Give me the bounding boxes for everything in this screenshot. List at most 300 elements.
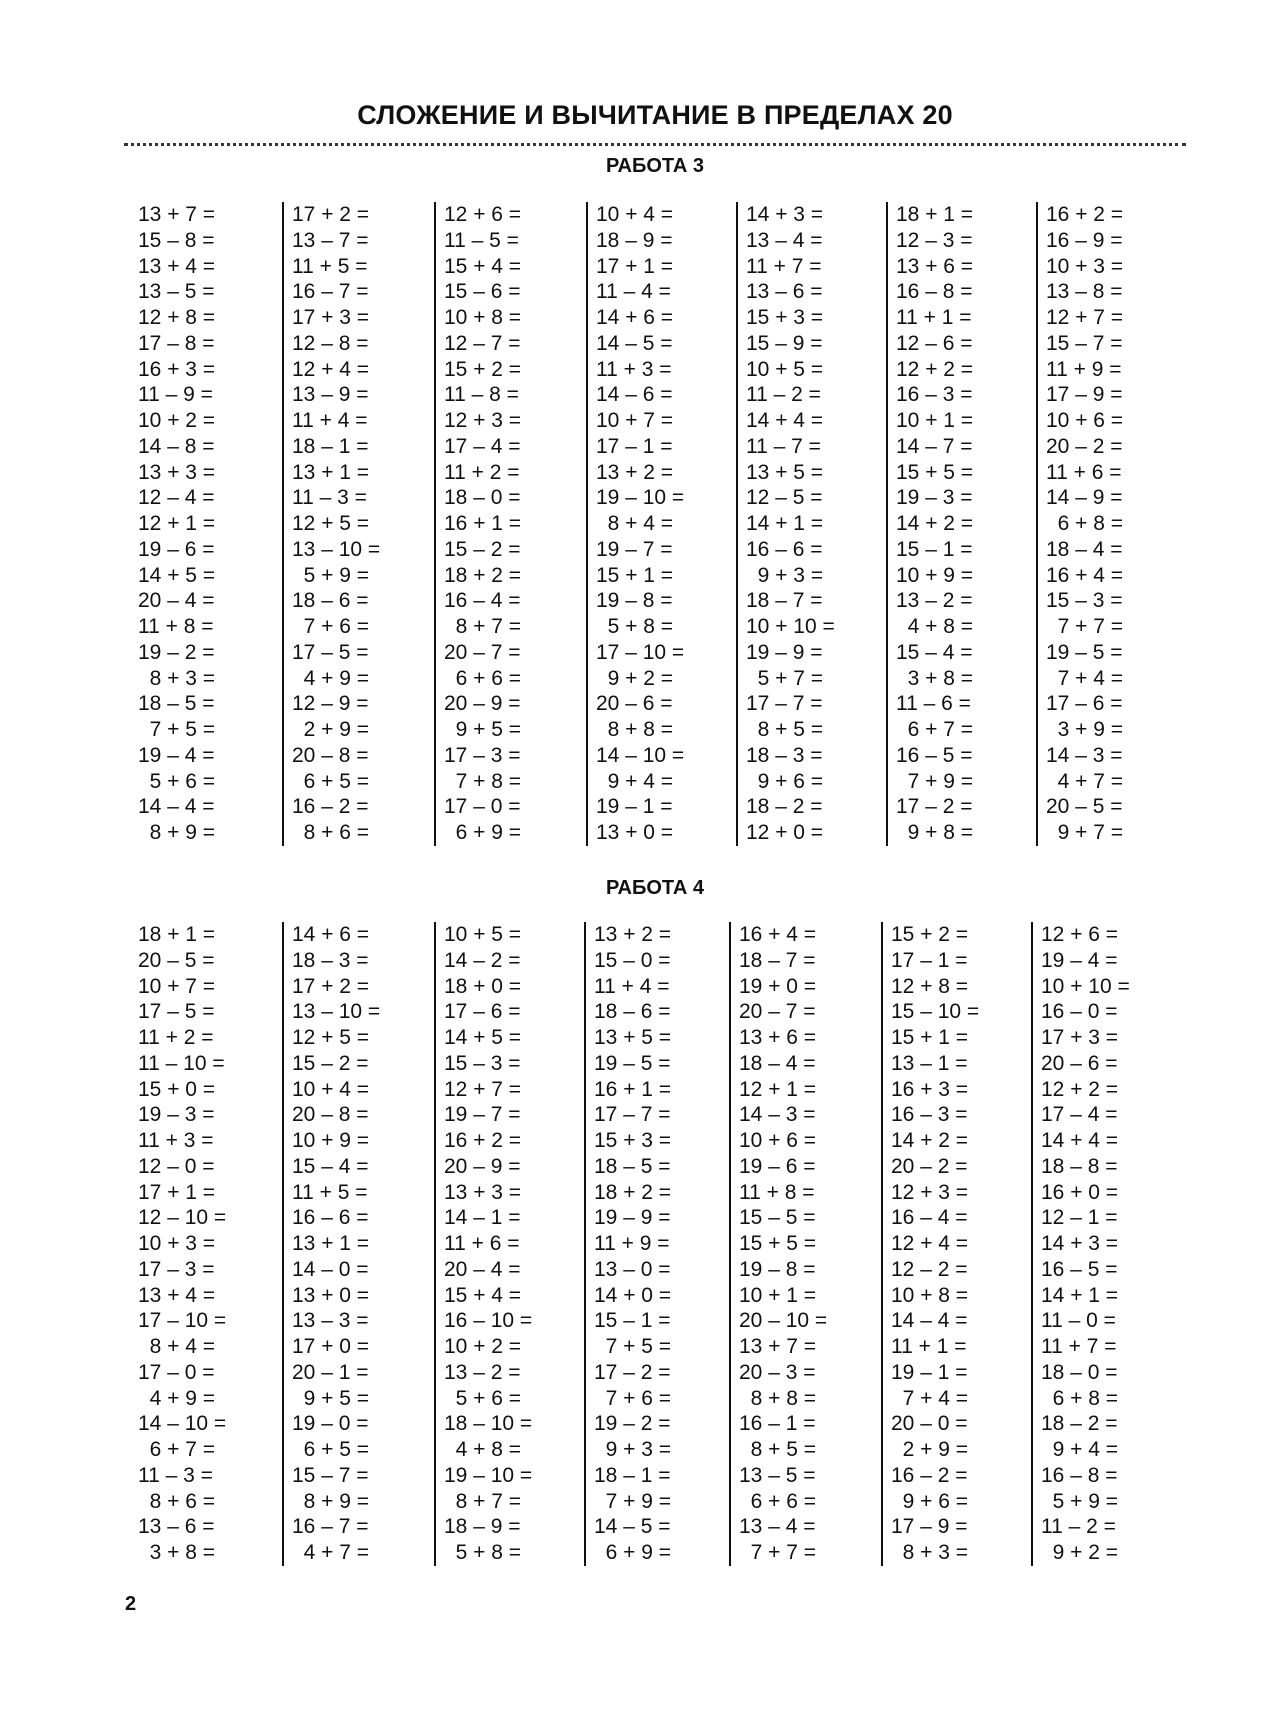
exercise-grid-rabota-3 xyxy=(130,202,1170,846)
exercise: 16 – 9 = xyxy=(1046,228,1123,252)
exercise: 20 – 3 = xyxy=(739,1360,816,1384)
exercise: 12 + 7 = xyxy=(444,1077,522,1101)
exercise: 15 – 9 = xyxy=(746,331,823,355)
exercise: 12 – 0 = xyxy=(138,1154,215,1178)
exercise: 18 – 9 = xyxy=(596,228,673,252)
exercise: 14 – 3 = xyxy=(1046,743,1123,767)
exercise: 7 + 6 = xyxy=(292,615,370,638)
exercise: 20 – 8 = xyxy=(292,743,369,767)
exercise: 17 – 8 = xyxy=(138,331,215,355)
exercise: 15 – 4 = xyxy=(896,640,973,664)
exercise: 12 – 5 = xyxy=(746,486,823,510)
exercise: 10 + 8 = xyxy=(891,1283,969,1307)
exercise: 14 – 2 = xyxy=(444,948,521,972)
exercise: 16 – 6 = xyxy=(746,537,823,561)
exercise: 15 + 1 = xyxy=(596,563,674,587)
exercise: 12 – 2 = xyxy=(891,1257,968,1281)
exercise: 18 – 5 = xyxy=(138,692,215,716)
exercise: 20 – 6 = xyxy=(596,692,673,716)
exercise: 14 – 9 = xyxy=(1046,486,1123,510)
exercise: 13 – 5 = xyxy=(138,280,215,304)
exercise: 10 + 1 = xyxy=(896,409,974,432)
exercise: 17 + 1 = xyxy=(138,1180,216,1204)
exercise: 18 – 1 = xyxy=(292,434,369,458)
exercise: 16 – 3 = xyxy=(896,383,973,407)
exercise: 19 – 3 = xyxy=(138,1103,215,1127)
exercise: 17 – 4 = xyxy=(1041,1103,1118,1127)
exercise: 13 – 10 = xyxy=(292,537,381,561)
exercise: 8 + 9 = xyxy=(138,821,216,844)
exercise: 14 + 2 = xyxy=(896,512,974,535)
exercise: 19 – 10 = xyxy=(444,1463,533,1487)
exercise: 7 + 6 = xyxy=(594,1386,672,1410)
exercise: 8 + 3 = xyxy=(891,1541,969,1564)
exercise: 11 + 1 = xyxy=(896,306,972,329)
exercise: 19 – 5 = xyxy=(1046,640,1123,664)
exercise: 6 + 7 = xyxy=(138,1438,216,1461)
exercise: 11 + 4 = xyxy=(594,974,670,998)
exercise: 10 + 10 = xyxy=(746,615,835,638)
exercise: 14 + 4 = xyxy=(746,409,824,432)
exercise: 18 – 6 = xyxy=(292,589,369,613)
exercise: 17 + 3 = xyxy=(292,306,370,329)
exercise: 14 + 3 = xyxy=(746,203,824,226)
exercise: 14 – 10 = xyxy=(596,743,685,767)
exercise: 19 – 7 = xyxy=(444,1103,521,1127)
exercise: 16 – 8 = xyxy=(1041,1463,1118,1487)
exercise: 13 + 7 = xyxy=(138,203,216,226)
exercise-column xyxy=(130,922,282,1566)
exercise: 13 + 1 = xyxy=(292,1232,370,1255)
exercise: 12 + 1 = xyxy=(739,1077,817,1101)
exercise: 5 + 9 = xyxy=(292,563,370,587)
exercise: 6 + 5 = xyxy=(292,769,370,793)
exercise: 12 + 0 = xyxy=(746,821,824,844)
exercise: 12 + 8 = xyxy=(138,306,216,329)
exercise: 8 + 6 = xyxy=(292,821,370,844)
exercise: 18 – 4 = xyxy=(739,1051,816,1075)
exercise: 14 + 0 = xyxy=(594,1283,672,1307)
exercise: 2 + 9 = xyxy=(292,718,370,741)
page-number: 2 xyxy=(125,1593,137,1615)
exercise: 16 – 6 = xyxy=(292,1206,369,1230)
exercise: 5 + 9 = xyxy=(1041,1489,1119,1513)
exercise: 16 + 1 = xyxy=(594,1077,672,1101)
exercise: 11 + 3 = xyxy=(596,357,672,381)
exercise: 15 – 3 = xyxy=(444,1051,521,1075)
exercise: 13 + 4 = xyxy=(138,1283,216,1307)
exercise: 15 – 3 = xyxy=(1046,589,1123,613)
exercise: 13 + 5 = xyxy=(594,1026,672,1049)
exercise: 12 – 6 = xyxy=(896,331,973,355)
exercise: 16 – 5 = xyxy=(896,743,973,767)
exercise: 13 – 2 = xyxy=(896,589,973,613)
exercise: 5 + 8 = xyxy=(444,1541,522,1564)
exercise: 17 – 3 = xyxy=(444,743,521,767)
exercise: 13 – 6 = xyxy=(746,280,823,304)
exercise: 3 + 8 = xyxy=(896,666,974,690)
exercise: 16 – 8 = xyxy=(896,280,973,304)
exercise-grid-rabota-4 xyxy=(130,922,1170,1566)
exercise: 12 + 4 = xyxy=(292,357,370,381)
exercise: 9 + 2 = xyxy=(596,666,674,690)
exercise: 12 + 6 = xyxy=(444,203,522,226)
exercise: 17 – 4 = xyxy=(444,434,521,458)
exercise: 13 + 1 = xyxy=(292,460,370,484)
exercise: 9 + 6 = xyxy=(891,1489,969,1513)
exercise: 11 – 0 = xyxy=(1041,1309,1116,1333)
exercise: 16 – 10 = xyxy=(444,1309,533,1333)
exercise: 12 + 5 = xyxy=(292,1026,370,1049)
exercise: 16 + 3 = xyxy=(891,1077,969,1101)
exercise: 6 + 8 = xyxy=(1041,1386,1119,1410)
exercise: 10 + 5 = xyxy=(746,357,824,381)
exercise: 13 – 4 = xyxy=(746,228,823,252)
exercise: 11 – 3 = xyxy=(138,1463,213,1487)
exercise: 17 – 1 = xyxy=(891,948,968,972)
exercise: 16 + 4 = xyxy=(739,923,817,946)
exercise: 13 + 0 = xyxy=(292,1283,370,1307)
exercise-column xyxy=(736,202,886,846)
exercise-column xyxy=(130,202,282,846)
exercise: 13 – 1 = xyxy=(891,1051,968,1075)
exercise: 15 – 2 = xyxy=(444,537,521,561)
exercise: 13 + 2 = xyxy=(594,923,672,946)
exercise: 16 – 2 = xyxy=(292,795,369,819)
exercise: 11 + 8 = xyxy=(739,1180,815,1204)
exercise: 17 – 7 = xyxy=(594,1103,671,1127)
exercise: 16 – 7 = xyxy=(292,280,369,304)
exercise: 12 + 8 = xyxy=(891,974,969,998)
exercise: 6 + 9 = xyxy=(444,821,522,844)
exercise: 4 + 7 = xyxy=(1046,769,1124,793)
exercise: 12 – 8 = xyxy=(292,331,369,355)
exercise: 18 + 1 = xyxy=(896,203,974,226)
exercise: 11 + 1 = xyxy=(891,1335,967,1358)
exercise: 19 – 9 = xyxy=(746,640,823,664)
exercise: 15 + 3 = xyxy=(746,306,824,329)
exercise: 15 + 1 = xyxy=(891,1026,969,1049)
dotted-divider xyxy=(124,143,1186,146)
exercise: 14 + 5 = xyxy=(444,1026,522,1049)
exercise: 17 – 2 = xyxy=(896,795,973,819)
exercise-column xyxy=(1031,922,1170,1566)
exercise: 13 – 6 = xyxy=(138,1515,215,1539)
exercise: 15 – 10 = xyxy=(891,1000,980,1024)
exercise: 19 – 3 = xyxy=(896,486,973,510)
exercise: 4 + 8 = xyxy=(444,1438,522,1461)
exercise: 18 – 4 = xyxy=(1046,537,1123,561)
exercise: 8 + 4 = xyxy=(138,1335,216,1358)
exercise: 13 + 3 = xyxy=(138,460,216,484)
exercise: 19 – 9 = xyxy=(594,1206,671,1230)
exercise: 6 + 6 = xyxy=(739,1489,817,1513)
exercise: 13 + 2 = xyxy=(596,460,674,484)
exercise: 7 + 7 = xyxy=(1046,615,1124,638)
exercise: 15 + 5 = xyxy=(739,1232,817,1255)
exercise: 11 – 2 = xyxy=(746,383,821,407)
exercise: 15 – 4 = xyxy=(292,1154,369,1178)
exercise: 18 – 0 = xyxy=(444,486,521,510)
exercise: 19 – 1 = xyxy=(891,1360,968,1384)
exercise: 10 + 5 = xyxy=(444,923,522,946)
exercise: 18 – 6 = xyxy=(594,1000,671,1024)
exercise-column xyxy=(1036,202,1170,846)
exercise: 8 + 8 = xyxy=(596,718,674,741)
exercise: 19 – 6 = xyxy=(739,1154,816,1178)
exercise: 7 + 4 = xyxy=(891,1386,969,1410)
exercise: 7 + 9 = xyxy=(896,769,974,793)
exercise: 8 + 5 = xyxy=(746,718,824,741)
exercise: 12 – 3 = xyxy=(896,228,973,252)
exercise: 6 + 7 = xyxy=(896,718,974,741)
exercise: 17 – 0 = xyxy=(444,795,521,819)
exercise: 11 – 10 = xyxy=(138,1051,225,1075)
exercise: 10 + 4 = xyxy=(292,1077,370,1101)
exercise: 19 – 2 = xyxy=(138,640,215,664)
exercise: 12 – 4 = xyxy=(138,486,215,510)
exercise: 16 – 1 = xyxy=(739,1412,816,1436)
exercise: 12 + 2 = xyxy=(896,357,974,381)
exercise: 13 – 10 = xyxy=(292,1000,381,1024)
exercise: 14 + 6 = xyxy=(596,306,674,329)
exercise: 18 – 7 = xyxy=(746,589,823,613)
exercise: 15 – 2 = xyxy=(292,1051,369,1075)
exercise: 14 – 0 = xyxy=(292,1257,369,1281)
exercise: 20 – 5 = xyxy=(1046,795,1123,819)
exercise: 18 – 3 = xyxy=(746,743,823,767)
exercise: 15 – 5 = xyxy=(739,1206,816,1230)
exercise: 16 – 4 = xyxy=(444,589,521,613)
exercise: 9 + 3 = xyxy=(746,563,824,587)
exercise: 10 + 9 = xyxy=(896,563,974,587)
exercise: 18 – 10 = xyxy=(444,1412,533,1436)
exercise: 20 – 9 = xyxy=(444,1154,521,1178)
exercise: 19 – 4 = xyxy=(138,743,215,767)
exercise: 14 – 5 = xyxy=(596,331,673,355)
exercise: 15 + 3 = xyxy=(594,1129,672,1152)
exercise: 14 – 6 = xyxy=(596,383,673,407)
exercise: 11 + 5 = xyxy=(292,1180,368,1204)
exercise: 7 + 4 = xyxy=(1046,666,1124,690)
exercise: 17 + 0 = xyxy=(292,1335,370,1358)
exercise: 8 + 7 = xyxy=(444,615,522,638)
exercise: 15 + 0 = xyxy=(138,1077,216,1101)
exercise: 9 + 4 = xyxy=(596,769,674,793)
exercise: 8 + 4 = xyxy=(596,512,674,535)
exercise: 9 + 6 = xyxy=(746,769,824,793)
section-title-rabota-3: РАБОТА 3 xyxy=(605,155,705,177)
exercise: 19 – 6 = xyxy=(138,537,215,561)
exercise: 7 + 7 = xyxy=(739,1541,817,1564)
exercise: 9 + 3 = xyxy=(594,1438,672,1461)
exercise: 6 + 5 = xyxy=(292,1438,370,1461)
exercise: 14 + 1 = xyxy=(746,512,824,535)
exercise: 14 + 3 = xyxy=(1041,1232,1119,1255)
exercise: 8 + 8 = xyxy=(739,1386,817,1410)
exercise: 15 + 2 = xyxy=(891,923,969,946)
exercise: 18 – 8 = xyxy=(1041,1154,1118,1178)
exercise: 20 – 7 = xyxy=(444,640,521,664)
section-title-rabota-4: РАБОТА 4 xyxy=(605,877,705,899)
exercise: 9 + 8 = xyxy=(896,821,974,844)
exercise: 18 – 2 = xyxy=(1041,1412,1118,1436)
exercise: 13 + 6 = xyxy=(739,1026,817,1049)
exercise: 13 + 7 = xyxy=(739,1335,817,1358)
exercise: 17 – 5 = xyxy=(292,640,369,664)
exercise: 18 – 1 = xyxy=(594,1463,671,1487)
exercise: 19 – 8 = xyxy=(739,1257,816,1281)
exercise: 9 + 2 = xyxy=(1041,1541,1119,1564)
exercise: 19 + 0 = xyxy=(739,974,817,998)
exercise: 17 – 0 = xyxy=(138,1360,215,1384)
exercise: 18 + 2 = xyxy=(594,1180,672,1204)
exercise: 20 – 7 = xyxy=(739,1000,816,1024)
exercise: 12 + 5 = xyxy=(292,512,370,535)
exercise-column xyxy=(282,922,434,1566)
exercise-column xyxy=(886,202,1036,846)
exercise: 18 – 0 = xyxy=(1041,1360,1118,1384)
exercise: 9 + 7 = xyxy=(1046,821,1124,844)
exercise: 8 + 6 = xyxy=(138,1489,216,1513)
page-title: СЛОЖЕНИЕ И ВЫЧИТАНИЕ В ПРЕДЕЛАХ 20 xyxy=(357,100,953,130)
exercise: 18 + 2 = xyxy=(444,563,522,587)
exercise: 19 – 4 = xyxy=(1041,948,1118,972)
exercise: 17 – 9 = xyxy=(1046,383,1123,407)
exercise: 15 – 8 = xyxy=(138,228,215,252)
exercise: 18 + 0 = xyxy=(444,974,522,998)
exercise: 9 + 4 = xyxy=(1041,1438,1119,1461)
exercise: 17 – 3 = xyxy=(138,1257,215,1281)
exercise: 17 + 1 = xyxy=(596,254,674,278)
exercise: 15 + 5 = xyxy=(896,460,974,484)
exercise: 12 – 10 = xyxy=(138,1206,227,1230)
exercise: 11 + 2 = xyxy=(138,1026,214,1049)
exercise: 12 – 7 = xyxy=(444,331,521,355)
exercise: 20 – 10 = xyxy=(739,1309,828,1333)
exercise: 20 – 9 = xyxy=(444,692,521,716)
exercise: 10 + 2 = xyxy=(444,1335,522,1358)
exercise: 9 + 5 = xyxy=(444,718,522,741)
exercise: 3 + 9 = xyxy=(1046,718,1124,741)
exercise: 14 – 1 = xyxy=(444,1206,521,1230)
exercise: 15 – 1 = xyxy=(896,537,973,561)
exercise: 7 + 5 = xyxy=(594,1335,672,1358)
exercise: 13 + 0 = xyxy=(596,821,674,844)
exercise: 14 – 7 = xyxy=(896,434,973,458)
exercise: 20 – 2 = xyxy=(1046,434,1123,458)
exercise: 10 + 7 = xyxy=(138,974,216,998)
exercise: 5 + 6 = xyxy=(444,1386,522,1410)
exercise: 11 – 2 = xyxy=(1041,1515,1116,1539)
exercise: 11 – 6 = xyxy=(896,692,971,716)
exercise: 18 – 9 = xyxy=(444,1515,521,1539)
exercise: 14 + 5 = xyxy=(138,563,216,587)
exercise: 15 – 1 = xyxy=(594,1309,671,1333)
exercise: 17 – 10 = xyxy=(596,640,685,664)
exercise: 11 – 3 = xyxy=(292,486,367,510)
exercise: 17 – 1 = xyxy=(596,434,673,458)
exercise: 13 – 9 = xyxy=(292,383,369,407)
exercise: 13 – 7 = xyxy=(292,228,369,252)
exercise-column xyxy=(434,922,584,1566)
exercise: 10 + 2 = xyxy=(138,409,216,432)
exercise: 12 – 1 = xyxy=(1041,1206,1118,1230)
exercise: 18 – 3 = xyxy=(292,948,369,972)
exercise: 13 – 4 = xyxy=(739,1515,816,1539)
exercise: 7 + 9 = xyxy=(594,1489,672,1513)
exercise: 19 – 0 = xyxy=(292,1412,369,1436)
exercise: 14 – 5 = xyxy=(594,1515,671,1539)
exercise: 2 + 9 = xyxy=(891,1438,969,1461)
exercise: 11 – 5 = xyxy=(444,228,519,252)
exercise: 20 – 6 = xyxy=(1041,1051,1118,1075)
exercise: 11 – 8 = xyxy=(444,383,519,407)
exercise: 14 – 8 = xyxy=(138,434,215,458)
exercise: 4 + 8 = xyxy=(896,615,974,638)
exercise: 10 + 7 = xyxy=(596,409,674,432)
exercise: 13 – 8 = xyxy=(1046,280,1123,304)
exercise: 3 + 8 = xyxy=(138,1541,216,1564)
exercise: 20 – 5 = xyxy=(138,948,215,972)
exercise: 17 + 2 = xyxy=(292,203,370,226)
exercise: 16 – 7 = xyxy=(292,1515,369,1539)
exercise: 11 + 6 = xyxy=(1046,460,1122,484)
exercise: 14 + 6 = xyxy=(292,923,370,946)
exercise: 18 – 7 = xyxy=(739,948,816,972)
exercise: 10 + 1 = xyxy=(739,1283,817,1307)
exercise: 19 – 2 = xyxy=(594,1412,671,1436)
exercise: 14 – 3 = xyxy=(739,1103,816,1127)
exercise-column xyxy=(586,202,736,846)
exercise: 20 – 1 = xyxy=(292,1360,369,1384)
exercise: 11 + 6 = xyxy=(444,1232,520,1255)
exercise: 6 + 9 = xyxy=(594,1541,672,1564)
exercise: 6 + 8 = xyxy=(1046,512,1124,535)
exercise: 16 – 0 = xyxy=(1041,1000,1118,1024)
exercise: 4 + 7 = xyxy=(292,1541,370,1564)
exercise: 18 – 5 = xyxy=(594,1154,671,1178)
exercise-column xyxy=(881,922,1031,1566)
exercise: 11 + 9 = xyxy=(1046,357,1122,381)
exercise: 11 + 4 = xyxy=(292,409,368,432)
exercise: 11 – 4 = xyxy=(596,280,671,304)
exercise: 19 – 5 = xyxy=(594,1051,671,1075)
exercise: 12 – 9 = xyxy=(292,692,369,716)
exercise: 17 – 6 = xyxy=(1046,692,1123,716)
exercise: 14 + 2 = xyxy=(891,1129,969,1152)
exercise: 12 + 4 = xyxy=(891,1232,969,1255)
exercise: 10 + 3 = xyxy=(138,1232,216,1255)
exercise: 17 + 3 = xyxy=(1041,1026,1119,1049)
exercise: 20 – 4 = xyxy=(138,589,215,613)
exercise-column xyxy=(434,202,586,846)
exercise: 13 + 6 = xyxy=(896,254,974,278)
exercise: 17 – 10 = xyxy=(138,1309,227,1333)
exercise: 14 + 4 = xyxy=(1041,1129,1119,1152)
exercise: 11 + 3 = xyxy=(138,1129,214,1152)
exercise: 5 + 8 = xyxy=(596,615,674,638)
exercise: 16 + 0 = xyxy=(1041,1180,1119,1204)
exercise: 16 – 2 = xyxy=(891,1463,968,1487)
exercise: 18 + 1 = xyxy=(138,923,216,946)
exercise: 16 + 2 = xyxy=(1046,203,1124,226)
exercise: 19 – 1 = xyxy=(596,795,673,819)
exercise: 12 + 6 = xyxy=(1041,923,1119,946)
exercise: 17 – 6 = xyxy=(444,1000,521,1024)
exercise: 17 – 9 = xyxy=(891,1515,968,1539)
exercise: 7 + 8 = xyxy=(444,769,522,793)
